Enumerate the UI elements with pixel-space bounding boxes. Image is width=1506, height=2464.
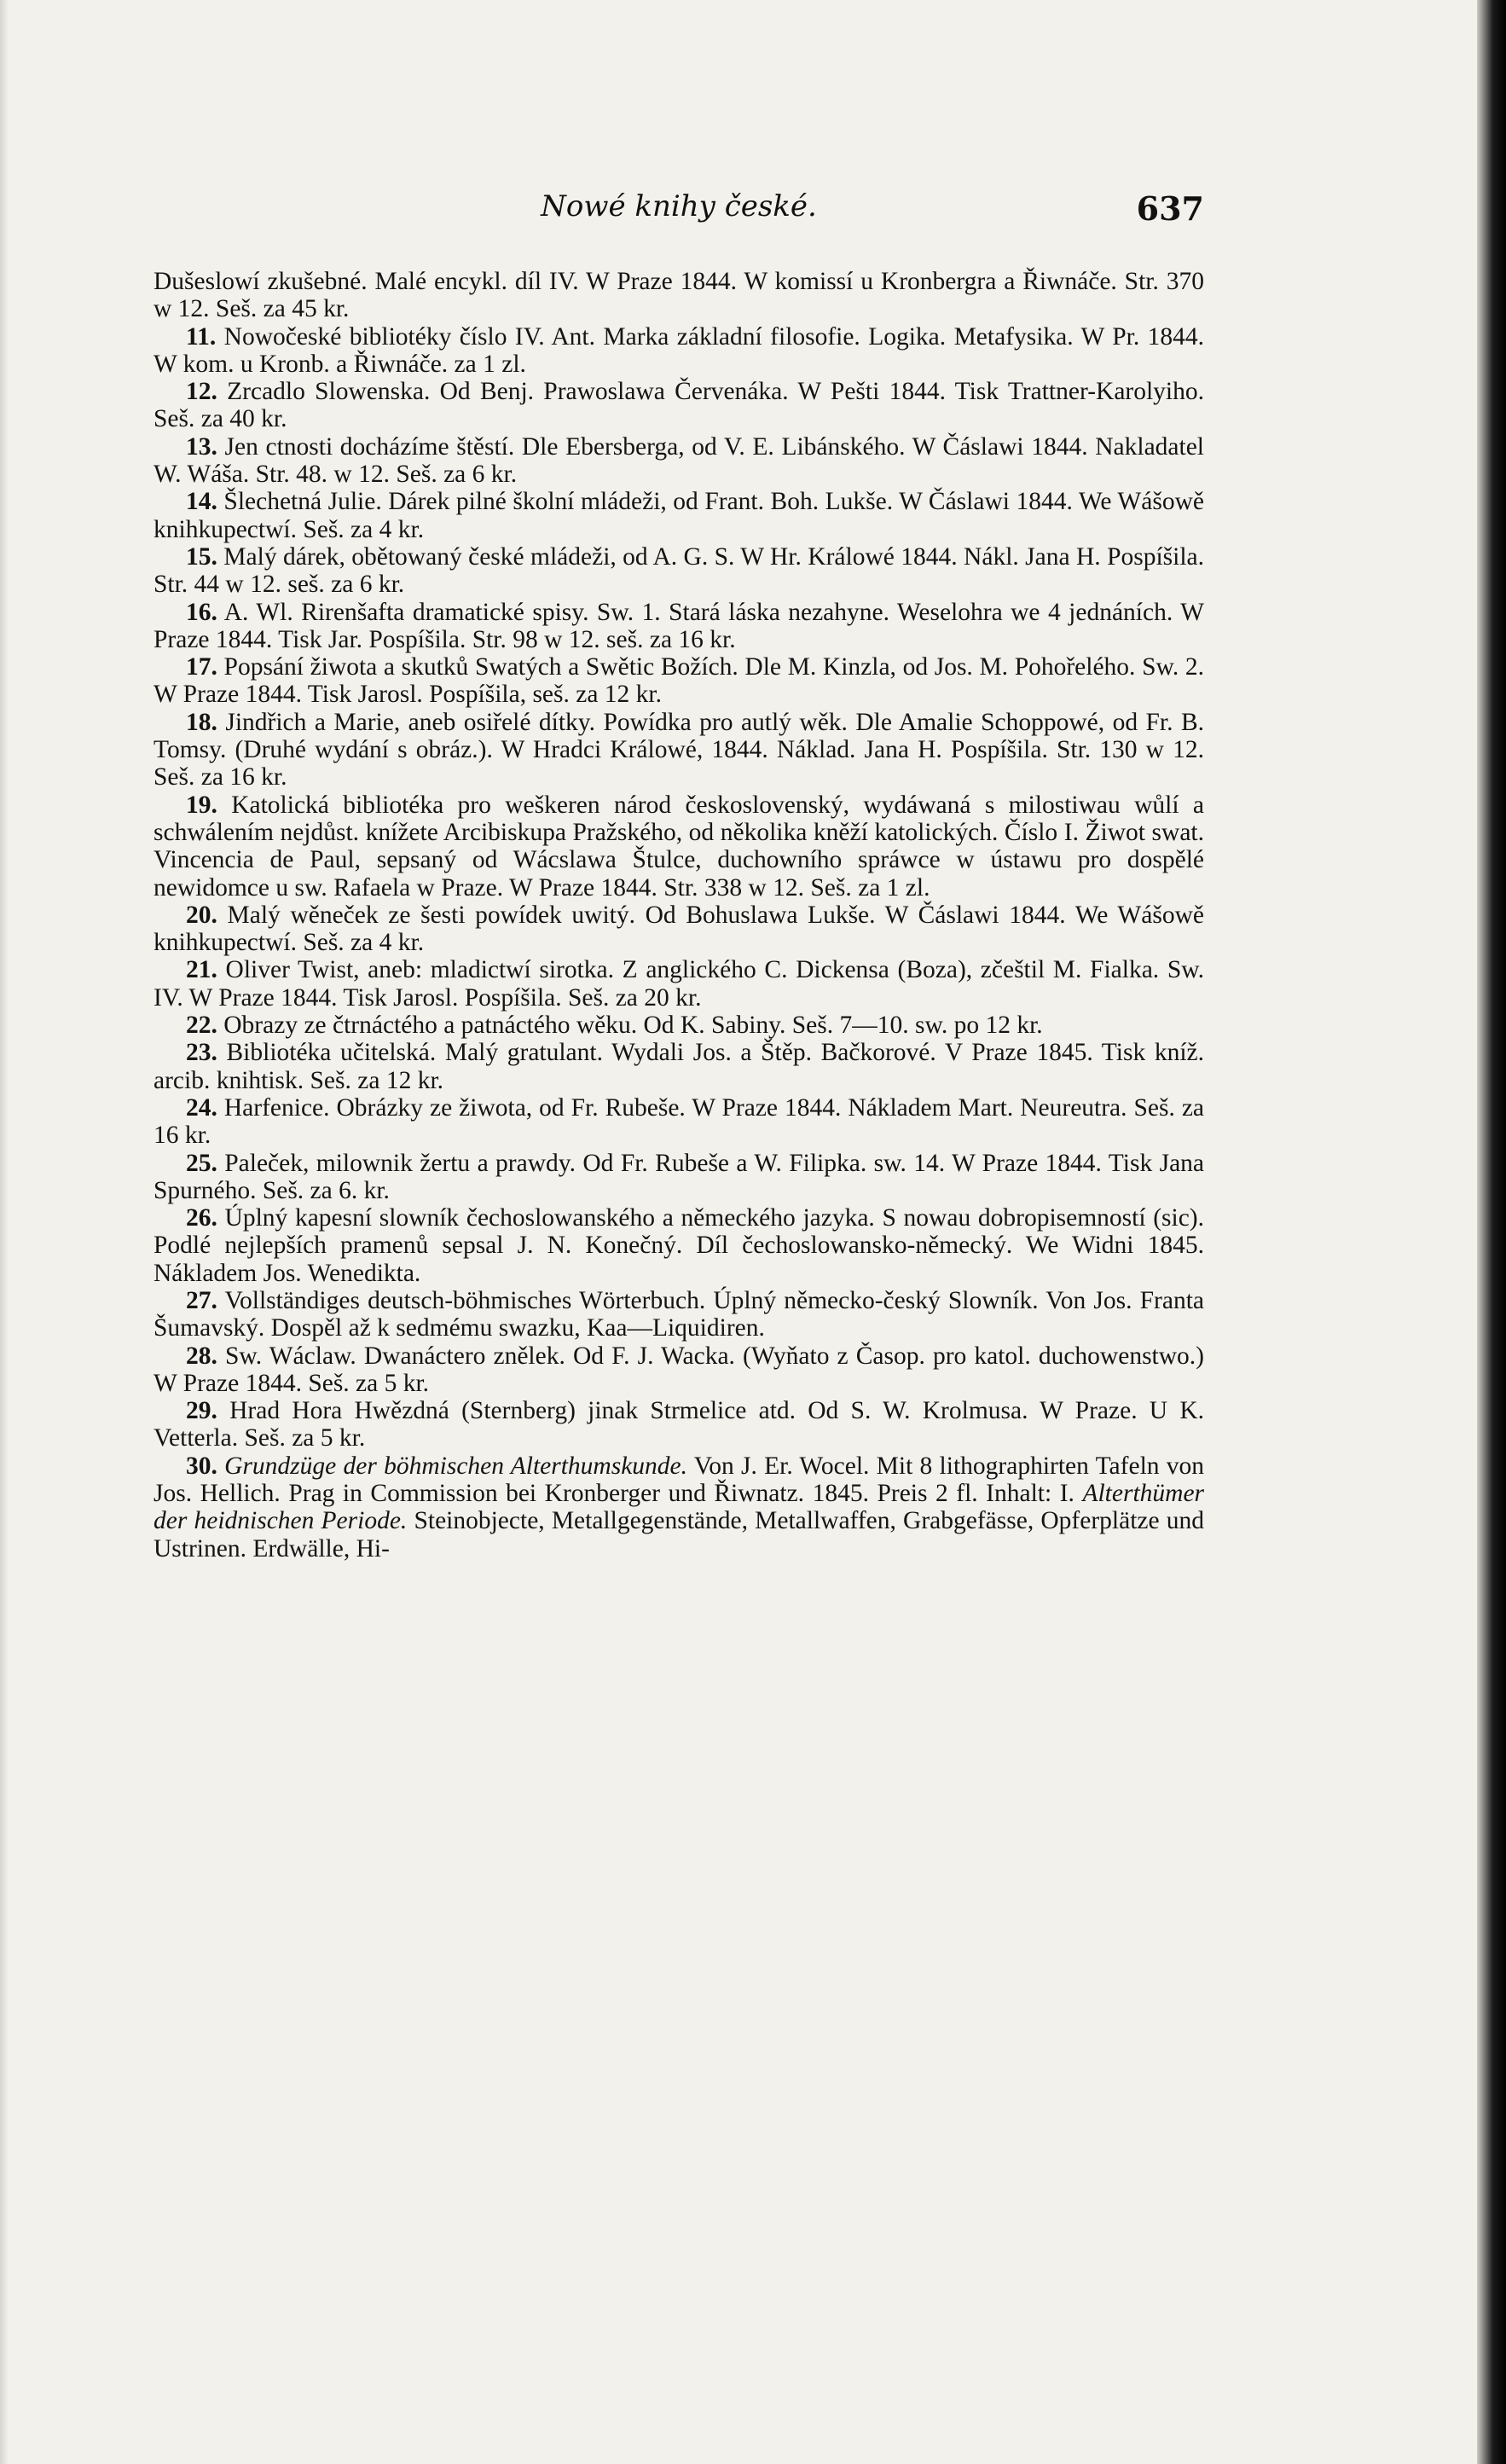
- list-item: [153, 378, 1204, 433]
- entry-number: 23.: [186, 1039, 217, 1067]
- list-item: [153, 1342, 1204, 1398]
- page-number: 637: [1136, 189, 1204, 228]
- page-left-edge: [0, 0, 9, 2464]
- page-right-edge: [1477, 0, 1506, 2464]
- entry-text: Popsání žiwota a skutků Swatých a Swětic Božích. Dle M. Kinzla, od Jos. M. Pohořelého. Sw. 2. W Praze 1844. Tisk Jarosl. Pospíšila, seš. za 12 kr.: [153, 653, 1205, 709]
- entry-number: 16.: [186, 598, 217, 626]
- entry-number: 28.: [186, 1342, 217, 1370]
- entry-text: A. Wl. Rirenšafta dramatické spisy. Sw. 1. Stará láska nezahyne. Weselohra we 4 jednáních. W Praze 1844. Tisk Jar. Pospíšila. Str. 98 w 12. seš. za 16 kr.: [153, 598, 1204, 653]
- entry-number: 21.: [186, 956, 217, 984]
- book-listing: [153, 268, 1204, 1562]
- list-item: [153, 488, 1204, 543]
- list-item: [153, 1094, 1204, 1150]
- entry-number: 25.: [186, 1149, 217, 1177]
- entry-number: 13.: [186, 432, 217, 461]
- entry-text: Malý dárek, obětowaný české mládeži, od A. G. S. W Hr. Králowé 1844. Nákl. Jana H. Pospíšila. Str. 44 w 12. seš. za 6 kr.: [153, 542, 1205, 599]
- entry-text: Jen ctnosti docházíme štěstí. Dle Ebersberga, od V. E. Libánského. W Čáslawi 1844. Nakladatel W. Wáša. Str. 48. w 12. Seš. za 6 kr.: [153, 432, 1205, 489]
- entry-number: 22.: [186, 1012, 217, 1040]
- entry-text: Bibliotéka učitelská. Malý gratulant. Wydali Jos. a Štěp. Bačkorové. V Praze 1845. Tisk kníž. arcib. knihtisk. Seš. za 12 kr.: [153, 1039, 1204, 1094]
- list-item: [153, 1012, 1204, 1039]
- running-title: Nowé knihy české.: [541, 189, 817, 223]
- list-item: [153, 1150, 1204, 1205]
- entry-number: 11.: [186, 322, 217, 351]
- entry-title-italic: Grundzüge der böhmischen Alterthumskunde.: [224, 1452, 688, 1480]
- list-item: [153, 709, 1204, 791]
- entry-text: Harfenice. Obrázky ze žiwota, od Fr. Rubeše. W Praze 1844. Nákladem Mart. Neureutra. Seš. za 16 kr.: [153, 1093, 1205, 1150]
- list-item: [153, 1397, 1204, 1452]
- entry-number: 17.: [186, 653, 217, 681]
- list-item: [153, 1204, 1204, 1287]
- entry-text: Obrazy ze čtrnáctého a patnáctého wěku. Od K. Sabiny. Seš. 7—10. sw. po 12 kr.: [223, 1012, 1043, 1040]
- list-item: [153, 956, 1204, 1012]
- list-item: [153, 902, 1204, 957]
- entry-number: 19.: [186, 791, 217, 819]
- entry-number: 18.: [186, 708, 217, 736]
- entry-text: Zrcadlo Slowenska. Od Benj. Prawoslawa Červenáka. W Pešti 1844. Tisk Trattner-Karolyiho. Seš. za 40 kr.: [153, 378, 1205, 433]
- entry-text: Dušeslowí zkušebné. Malé encykl. díl IV. W Praze 1844. W komissí u Kronbergra a Řiwnáče. Str. 370 w 12. Seš. za 45 kr.: [153, 268, 1204, 323]
- entry-list: [153, 268, 1204, 1452]
- entry-number: 27.: [186, 1286, 217, 1314]
- list-item: [153, 1039, 1204, 1094]
- list-item: [153, 599, 1204, 654]
- list-item: [153, 1287, 1204, 1342]
- entry-section-italic: Alterthümer der heidnischen Periode.: [153, 1480, 1205, 1535]
- entry-text: Nowočeské bibliotéky číslo IV. Ant. Marka základní filosofie. Logika. Metafysika. W Pr. 1844. W kom. u Kronb. a Řiwnáče. za 1 zl.: [153, 322, 1205, 378]
- page-header: [153, 189, 1204, 241]
- entry-text: Oliver Twist, aneb: mladictwí sirotka. Z anglického C. Dickensa (Boza), zčeštil M. Fialka. Sw. IV. W Praze 1844. Tisk Jarosl. Pospíšila. Seš. za 20 kr.: [153, 956, 1204, 1012]
- entry-text: Úplný kapesní slowník čechoslowanského a německého jazyka. S nowau dobropisemností (sic). Podlé nejlepších pramenů sepsal J. N. Konečný. Díl čechoslowansko-německý. We Widni 1845. Nákladem Jos. Wenedikta.: [153, 1204, 1204, 1287]
- entry-text: Malý wěneček ze šesti powídek uwitý. Od Bohuslawa Lukše. W Čáslawi 1844. We Wášowě knihkupectwí. Seš. za 4 kr.: [153, 901, 1205, 957]
- list-item: [153, 791, 1204, 902]
- list-item: [153, 653, 1204, 709]
- entry-number: 12.: [186, 378, 217, 406]
- list-item: [153, 433, 1204, 489]
- list-item: [153, 323, 1204, 379]
- entry-text: Paleček, milownik žertu a prawdy. Od Fr. Rubeše a W. Filipka. sw. 14. W Praze 1844. Tisk Jana Spurného. Seš. za 6. kr.: [153, 1149, 1205, 1204]
- entry-number: 15.: [186, 542, 217, 571]
- entry-text: Hrad Hora Hwězdná (Sternberg) jinak Strmelice atd. Od S. W. Krolmusa. W Praze. U K. Vetterla. Seš. za 5 kr.: [153, 1397, 1204, 1452]
- entry-number: 20.: [186, 901, 217, 929]
- entry-number: 29.: [186, 1397, 217, 1425]
- list-item: [153, 543, 1204, 599]
- entry-text: Katolická bibliotéka pro weškeren národ československý, wydáwaná s milostiwau wůlí a schwálením nejdůst. knížete Arcibiskupa Pražského, od několika kněží katolických. Číslo I. Žiwot swat. Vincencia de Paul, sepsaný od Wácslawa Štulce, duchowního spráwce w ústawu pro dospělé newidomce u sw. Rafaela w Praze. W Praze 1844. Str. 338 w 12. Seš. za 1 zl.: [153, 791, 1204, 902]
- entry-number: 24.: [186, 1093, 217, 1122]
- entry-text: Vollständiges deutsch-böhmisches Wörterbuch. Úplný německo-český Slowník. Von Jos. Franta Šumavský. Dospěl až k sedmému swazku, Kaa—Liquidiren.: [153, 1286, 1204, 1342]
- entry-number: 14.: [186, 488, 217, 516]
- entry-text: Steinobjecte, Metallgegenstände, Metallwaffen, Grabgefässe, Opferplätze und Ustrinen. Erdwälle, Hi-: [153, 1507, 1204, 1562]
- entry-number: 26.: [186, 1204, 217, 1232]
- entry-text: Sw. Wáclaw. Dwanáctero znělek. Od F. J. Wacka. (Wyňato z Časop. pro katol. duchowenstwo.) W Praze 1844. Seš. za 5 kr.: [153, 1342, 1205, 1397]
- entry-text: Jindřich a Marie, aneb osiřelé dítky. Powídka pro autlý wěk. Dle Amalie Schoppowé, od Fr. B. Tomsy. (Druhé wydání s obráz.). W Hradci Králowé, 1844. Náklad. Jana H. Pospíšila. Str. 130 w 12. Seš. za 16 kr.: [153, 708, 1205, 791]
- list-item: [153, 1452, 1204, 1562]
- entry-text: Šlechetná Julie. Dárek pilné školní mládeži, od Frant. Boh. Lukše. W Čáslawi 1844. We Wášowě knihkupectwí. Seš. za 4 kr.: [153, 488, 1204, 543]
- entry-text: Von J. Er. Wocel. Mit 8 lithographirten Tafeln von Jos. Hellich. Prag in Commission bei Kronberger und Řiwnatz. 1845. Preis 2 fl. Inhalt: I.: [153, 1452, 1205, 1508]
- list-item: [153, 268, 1204, 323]
- entry-number: 30.: [186, 1452, 217, 1480]
